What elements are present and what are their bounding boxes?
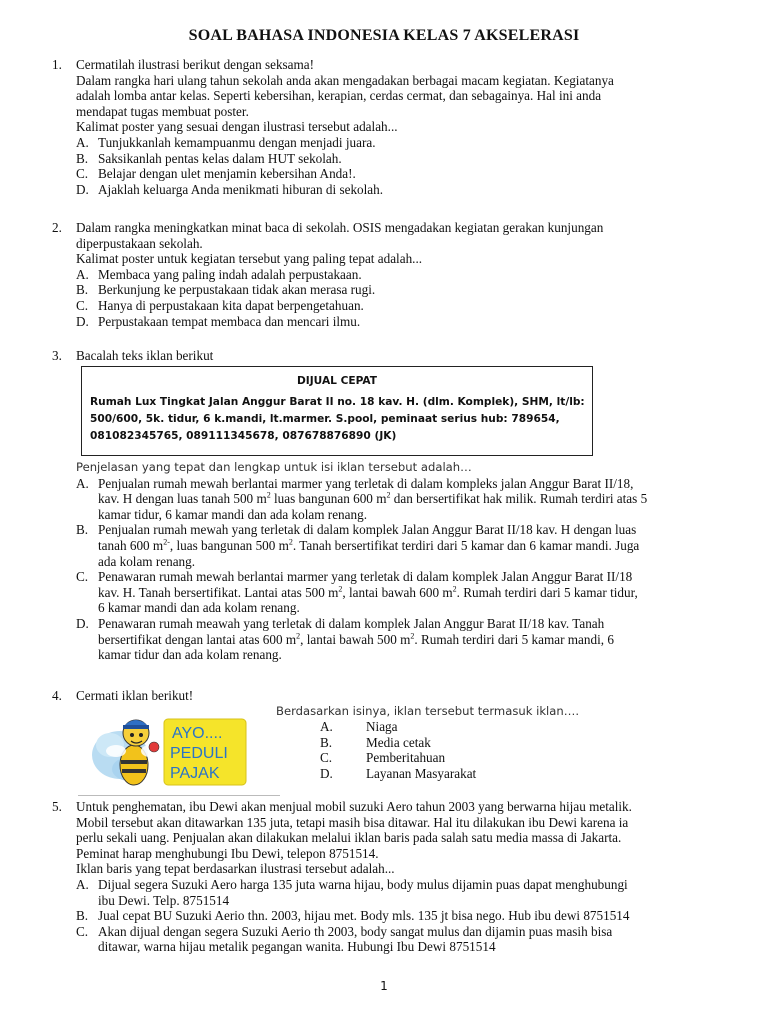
answer-option[interactable]: C. Penawaran rumah mewah berlantai marmer yang terletak di dalam komplek Jalan Anggur Barat II/18 kav. H. Tanah bersertifikat. Lantai atas 500 $m^2$, lantai bawah 600 $m^2$. Rumah terdiri dari 5 kamar tidur, 6 kamar mandi dan ada kolam renang. (76, 569, 638, 616)
answer-option[interactable]: C. Hanya di perpustakaan kita dapat berpengetahuan. (76, 297, 364, 313)
answer-option[interactable]: A. Tunjukkanlah kemampuanmu dengan menjadi juara. (76, 134, 376, 150)
answer-option[interactable]: B. Penjualan rumah mewah yang terletak di dalam komplek Jalan Anggur Barat II/18 kav. H dengan luas tanah 600 $m^{2-}$, luas bangunan 500 $m^2$. Tanah bersertifikat terdiri dari 5 kamar dan 6 kamar mandi. Juga ada kolam renang. (76, 522, 640, 569)
answer-option[interactable]: B. Berkunjung ke perpustakaan tidak akan merasa rugi. (76, 282, 376, 298)
answer-option[interactable]: C. Belajar dengan ulet menjamin kebersihan Anda!. (76, 166, 356, 182)
answer-option[interactable]: A. Membaca yang paling indah adalah perpustakaan. (76, 266, 362, 282)
paragraph-line: Peminat harap menghubungi Ibu Dewi, telepon 8751514. (76, 845, 379, 861)
question-4 (52, 688, 722, 704)
question-2 (52, 220, 722, 329)
answer-option[interactable]: C. Akan dijual dengan segera Suzuki Aerio th 2003, body sangat mulus dan dijamin puas masih bisa ditawar, warna hijau metalik pegangan wanita. Hubungi Ibu Dewi 8751514 (76, 923, 613, 955)
poster-line-3: PAJAK (170, 765, 220, 782)
question-intro: Cermati iklan berikut! (76, 688, 194, 703)
page-title: SOAL BAHASA INDONESIA KELAS 7 AKSELERASI (188, 27, 580, 44)
paragraph-line: Untuk penghematan, ibu Dewi akan menjual mobil suzuki Aero tahun 2003 yang berwarna hijau metalik. (76, 799, 632, 814)
paragraph-line: Mobil tersebut akan ditawarkan 135 juta, tetapi masih bisa ditawar. Hal itu dilakukan ibu Dewi karena ia (76, 814, 629, 830)
divider (78, 795, 280, 796)
question-3-options (52, 460, 722, 663)
question-3 (52, 348, 722, 364)
page-number: 1 (380, 979, 388, 993)
question-prompt: Berdasarkan isinya, iklan tersebut termasuk iklan…. (276, 704, 580, 718)
ad-text-line: 500/600, 5k. tidur, 6 k.mandi, lt.marmer. S.pool, peminaat serius hub: 789654, (90, 413, 560, 425)
question-intro: Cermatilah ilustrasi berikut dengan seksama! (76, 57, 315, 72)
paragraph-line: Dalam rangka meningkatkan minat baca di sekolah. OSIS mengadakan kegiatan gerakan kunjungan (76, 220, 604, 235)
question-prompt: Kalimat poster yang sesuai dengan ilustrasi tersebut adalah... (76, 119, 398, 135)
tax-poster-image (90, 705, 250, 793)
poster-line-2: PEDULI (170, 745, 228, 762)
question-number: 5. (52, 799, 62, 814)
answer-option[interactable]: D. Perpustakaan tempat membaca dan mencari ilmu. (76, 313, 361, 329)
advertisement-box (81, 366, 593, 456)
paragraph-line: diperpustakaan sekolah. (76, 235, 203, 251)
ad-text-line: Rumah Lux Tingkat Jalan Anggur Barat II no. 18 kav. H. (dlm. Komplek), SHM, lt/lb: (90, 396, 585, 408)
answer-option[interactable]: B. Jual cepat BU Suzuki Aerio thn. 2003, hijau met. Body mls. 135 jt bisa nego. Hub ibu dewi 8751514 (76, 908, 630, 924)
paragraph-line: mendapat tugas membuat poster. (76, 103, 249, 119)
answer-option[interactable]: A. Dijual segera Suzuki Aero harga 135 juta warna hijau, body mulus dijamin puas dapat menghubungi ibu Dewi. Telp. 8751514 (76, 876, 628, 908)
answer-option[interactable]: B. Saksikanlah pentas kelas dalam HUT sekolah. (76, 150, 342, 166)
poster-line-1: AYO.... (172, 725, 223, 742)
answer-option[interactable]: A. Penjualan rumah mewah berlantai marmer yang terletak di dalam kompleks jalan Anggur Barat II/18, kav. H dengan luas tanah 500 $m^2$ luas bangunan 600 $m^2$ dan bersertifikat hak milik. Rumah terdiri atas 5 kamar tidur, 6 kamar mandi dan ada kolam renang. (76, 475, 648, 522)
question-1 (52, 57, 722, 197)
paragraph-line: perlu sekali uang. Penjualan akan dilakukan melalui iklan baris pada salah satu media massa di Jakarta. (76, 830, 622, 846)
ad-text-line: 081082345765, 089111345678, 087678876890 (JK) (90, 430, 397, 442)
question-number: 4. (52, 688, 62, 703)
answer-option[interactable]: D. Penawaran rumah meawah yang terletak di dalam komplek Jalan Anggur Barat II/18 kav. Tanah bersertifikat dengan lantai atas 600 $m^2$, lantai bawah 500 $m^2$. Rumah terdiri dari 5 kamar mandi, 6 kamar tidur dan ada kolam renang. (76, 615, 614, 663)
question-prompt: Iklan baris yang tepat berdasarkan ilustrasi tersebut adalah... (76, 861, 395, 877)
paragraph-line: adalah lomba antar kelas. Seperti kebersihan, kerapian, cerdas cermat, dan sebagainya. Hal ini anda (76, 88, 602, 104)
question-intro: Bacalah teks iklan berikut (76, 348, 214, 363)
question-prompt: Penjelasan yang tepat dan lengkap untuk isi iklan tersebut adalah… (76, 460, 472, 474)
ad-heading: DIJUAL CEPAT (297, 375, 377, 387)
paragraph-line: Dalam rangka hari ulang tahun sekolah anda akan mengadakan berbagai macam kegiatan. Kegiatanya (76, 72, 614, 88)
question-prompt: Kalimat poster untuk kegiatan tersebut yang paling tepat adalah... (76, 251, 423, 267)
question-number: 3. (52, 348, 62, 363)
answer-option[interactable]: D. Ajaklah keluarga Anda menikmati hiburan di sekolah. (76, 181, 384, 197)
question-5 (52, 799, 722, 955)
question-number: 2. (52, 220, 62, 235)
question-number: 1. (52, 57, 62, 72)
